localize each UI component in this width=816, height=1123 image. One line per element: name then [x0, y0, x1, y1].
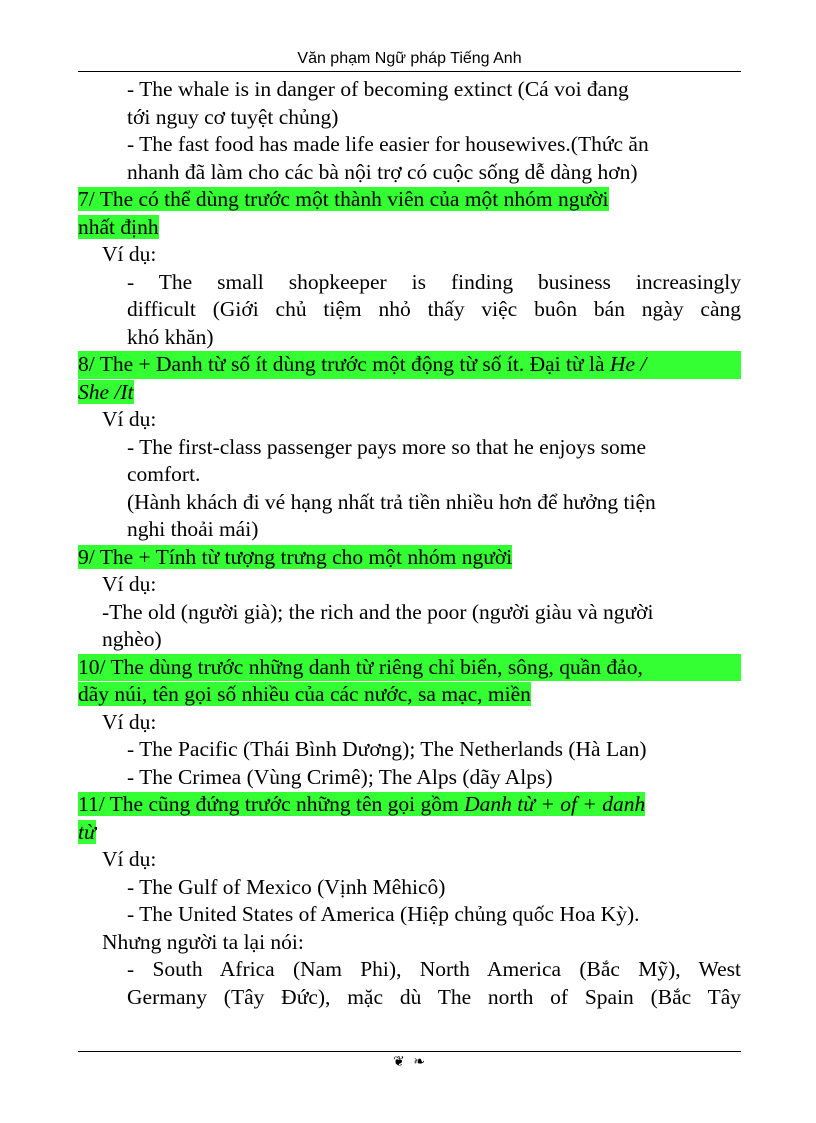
example-label: Ví dụ:: [102, 847, 157, 871]
example-line: comfort.: [127, 462, 201, 486]
rule-11-pattern: Danh từ + of + danh: [464, 792, 646, 816]
example-line: Germany (Tây Đức), mặc dù The north of Spain (Bắc Tây: [127, 984, 741, 1009]
example-line: - The Crimea (Vùng Crimê); The Alps (dãy Alps): [127, 764, 553, 789]
footer-rule: [78, 1051, 741, 1052]
rule-7-heading-line: [78, 214, 741, 242]
example-line: nghi thoải mái): [127, 517, 259, 541]
example-label: Ví dụ:: [102, 407, 157, 431]
example-label: Ví dụ:: [102, 242, 157, 266]
rule-10-heading: 10/ The dùng trước những danh từ riêng chỉ biển, sông, quần đảo,: [78, 654, 741, 682]
example-label: Ví dụ:: [102, 572, 157, 596]
rule-11-pattern: từ: [78, 819, 96, 844]
rule-11-heading-line: [78, 791, 741, 819]
example-line: nhanh đã làm cho các bà nội trợ có cuộc sống dễ dàng hơn): [127, 159, 638, 184]
rule-8-heading-line: [78, 379, 741, 407]
rule-8-heading-line: [78, 351, 741, 379]
rule-8-pronoun: He /: [609, 352, 647, 376]
rule-8-pronoun: She /It: [78, 379, 134, 404]
rule-11-heading-text: 11/ The cũng đứng trước những tên gọi gồm: [78, 792, 465, 816]
header-rule: [78, 71, 741, 72]
example-line: - South Africa (Nam Phi), North America (Bắc Mỹ), West: [127, 957, 741, 981]
rule-11-heading: [78, 792, 645, 816]
example-line: -The old (người già); the rich and the poor (người giàu và người: [102, 599, 654, 624]
rule-10-heading: dãy núi, tên gọi số nhiều của các nước, sa mạc, miền: [78, 682, 531, 706]
rule-10-heading-line: [78, 681, 741, 709]
example-label: Ví dụ:: [102, 709, 157, 734]
example-line: - The whale is in danger of becoming extinct (Cá voi đang: [127, 77, 629, 101]
example-line: tới nguy cơ tuyệt chủng): [127, 104, 339, 129]
page-body: [78, 76, 741, 1011]
rule-7-heading-line: [78, 186, 741, 214]
example-line: - The first-class passenger pays more so that he enjoys some: [127, 434, 647, 459]
page-header-title: Văn phạm Ngữ pháp Tiếng Anh: [297, 50, 522, 67]
example-line: khó khăn): [127, 324, 214, 349]
note-line: Nhưng người ta lại nói:: [102, 929, 304, 954]
footer-ornament: ❦ ❧: [393, 1054, 427, 1070]
example-line: - The fast food has made life easier for housewives.(Thức ăn: [127, 132, 649, 156]
example-line: - The Gulf of Mexico (Vịnh Mêhicô): [127, 874, 446, 899]
example-line: nghèo): [102, 627, 162, 651]
example-line: - The Pacific (Thái Bình Dương); The Netherlands (Hà Lan): [127, 737, 647, 761]
rule-7-heading: 7/ The có thể dùng trước một thành viên của một nhóm người: [78, 187, 609, 211]
rule-8-heading: 8/ The + Danh từ số ít dùng trước một động từ số ít. Đại từ là: [78, 352, 610, 376]
example-line: - The United States of America (Hiệp chủng quốc Hoa Kỳ).: [127, 902, 640, 926]
example-line: (Hành khách đi vé hạng nhất trả tiền nhiều hơn để hưởng tiện: [127, 489, 656, 514]
example-line: - The small shopkeeper is finding business increasingly: [127, 269, 741, 294]
rule-11-heading-line: [78, 819, 741, 847]
example-line: difficult (Giới chủ tiệm nhỏ thấy việc buôn bán ngày càng: [127, 297, 741, 321]
rule-7-heading: nhất định: [78, 214, 159, 239]
rule-9-heading: 9/ The + Tính từ tượng trưng cho một nhóm người: [78, 544, 513, 569]
rule-9-heading-line: [78, 544, 741, 572]
